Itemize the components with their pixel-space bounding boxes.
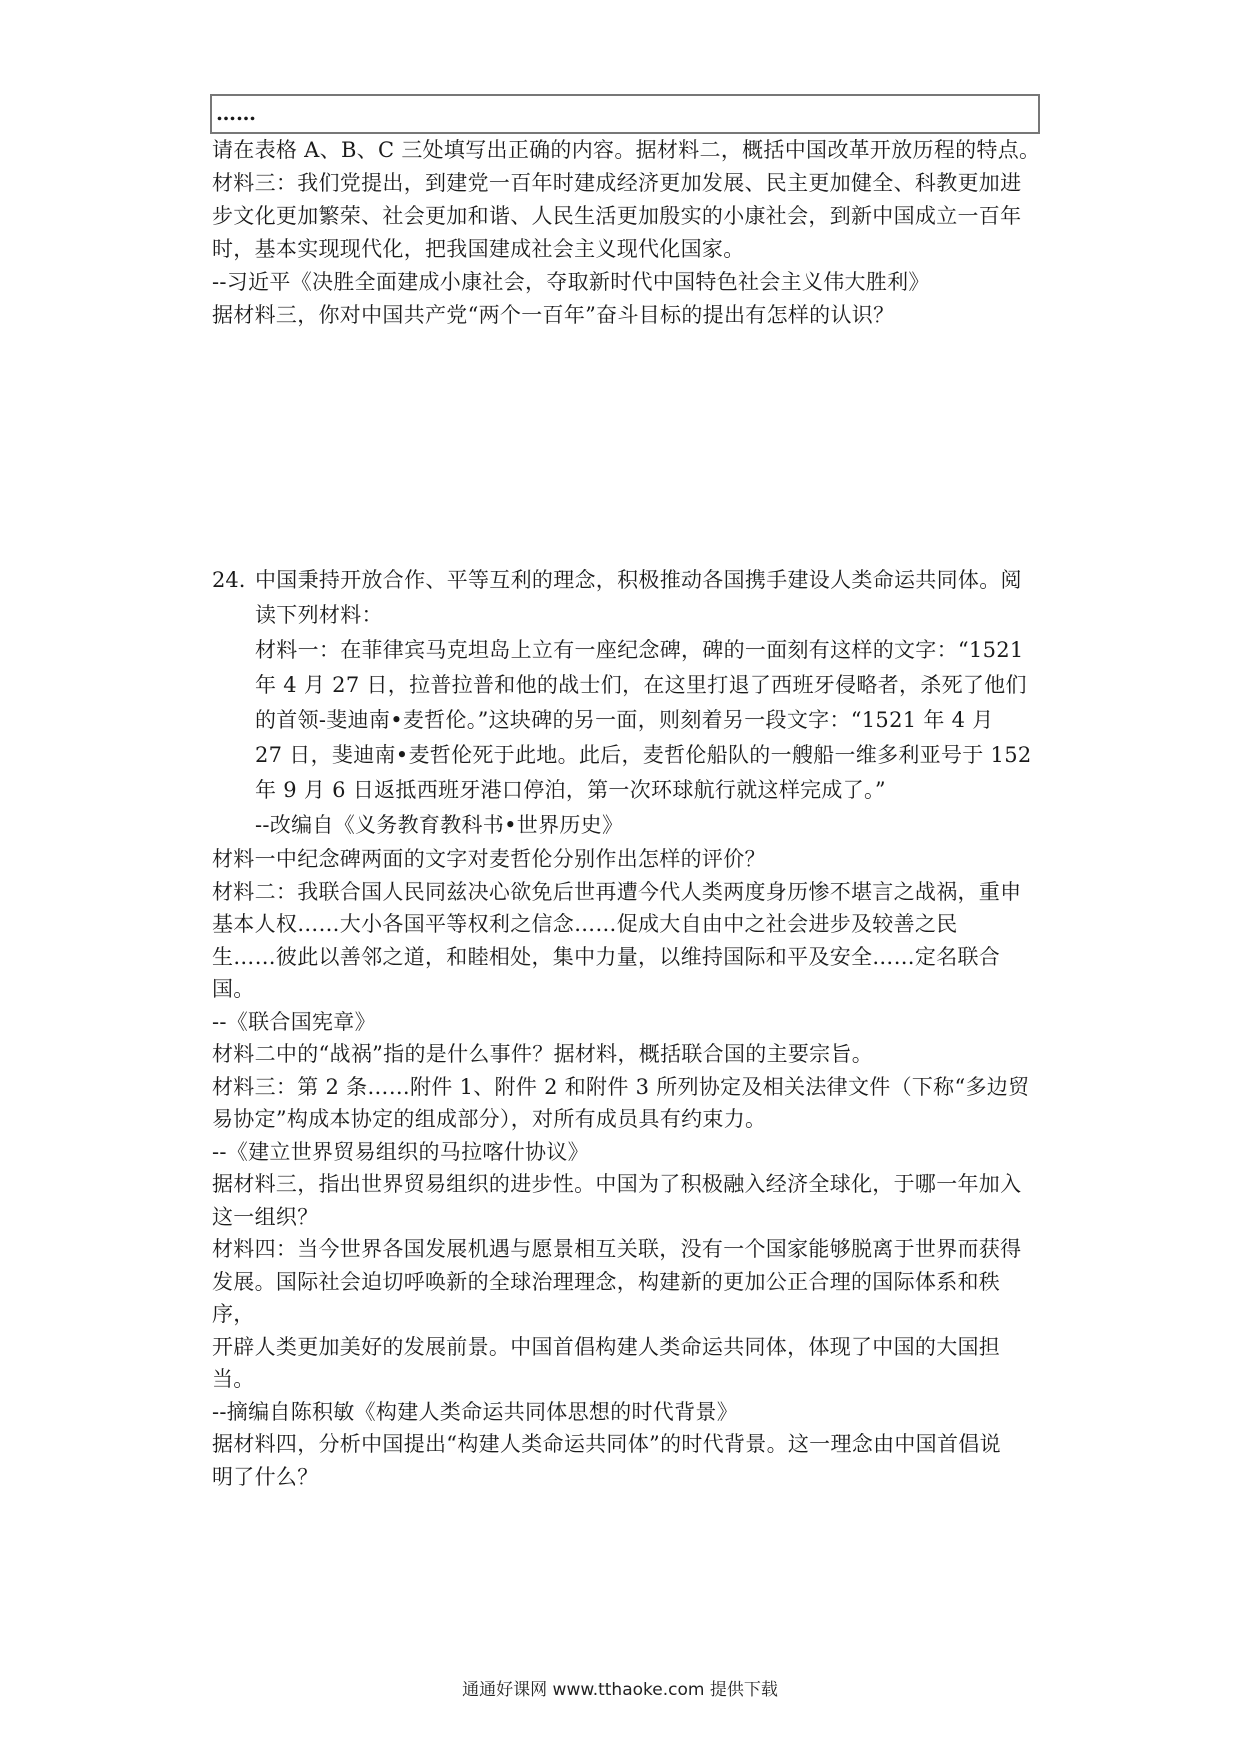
text-line: 开辟人类更加美好的发展前景。中国首倡构建人类命运共同体，体现了中国的大国担当。 — [212, 1334, 1001, 1391]
question-prompt: 据材料三，指出世界贸易组织的进步性。中国为了积极融入经济全球化，于哪一年加入 — [212, 1172, 1022, 1196]
page-footer: 通通好课网 www.tthaoke.com 提供下载 — [462, 1680, 778, 1700]
text-line: 材料三：第 2 条……附件 1、附件 2 和附件 3 所列协定及相关法律文件（下称“多边贸 — [212, 1074, 1030, 1099]
text-line: 材料一：在菲律宾马克坦岛上立有一座纪念碑，碑的一面刻有这样的文字：“1521 — [255, 638, 1024, 662]
source-citation: --《建立世界贸易组织的马拉喀什协议》 — [212, 1139, 589, 1164]
text-line: 材料三：我们党提出，到建党一百年时建成经济更加发展、民主更加健全、科教更加进 — [212, 171, 1022, 195]
text-line: 易协定”构成本协定的组成部分），对所有成员具有约束力。 — [212, 1107, 767, 1131]
source-citation: --摘编自陈积敏《构建人类命运共同体思想的时代背景》 — [212, 1399, 738, 1424]
text-line: 年 9 月 6 日返抵西班牙港口停泊，第一次环球航行就这样完成了。” — [255, 778, 886, 802]
source-citation: --改编自《义务教育教科书•世界历史》 — [255, 813, 624, 837]
text-line: 年 4 月 27 日，拉普拉普和他的战士们，在这里打退了西班牙侵略者，杀死了他们 — [255, 673, 1027, 697]
question-24-body — [212, 843, 1042, 1493]
question-prompt: 材料一中纪念碑两面的文字对麦哲伦分别作出怎样的评价？ — [212, 847, 766, 871]
text-line: 生……彼此以善邻之道，和睦相处，集中力量，以维持国际和平及安全……定名联合国。 — [212, 944, 1001, 1001]
question-number: 24. — [212, 568, 246, 592]
text-line: 材料二：我联合国人民同兹决心欲免后世再遭今代人类两度身历惨不堪言之战祸，重申 — [212, 879, 1022, 904]
table-last-row — [210, 94, 1040, 134]
text-line: 读下列材料： — [255, 603, 383, 627]
question-prompt: 明了什么？ — [212, 1464, 319, 1489]
source-citation: --习近平《决胜全面建成小康社会，夺取新时代中国特色社会主义伟大胜利》 — [212, 270, 930, 294]
section-material-three — [212, 134, 1042, 332]
source-citation: --《联合国宪章》 — [212, 1009, 376, 1034]
question-prompt: 材料二中的“战祸”指的是什么事件？据材料，概括联合国的主要宗旨。 — [212, 1042, 874, 1066]
question-prompt: 据材料三，你对中国共产党“两个一百年”奋斗目标的提出有怎样的认识？ — [212, 303, 895, 327]
text-line: 步文化更加繁荣、社会更加和谐、人民生活更加殷实的小康社会，到新中国成立一百年 — [212, 204, 1022, 228]
table-ellipsis: …… — [216, 101, 256, 125]
text-line: 发展。国际社会迫切呼唤新的全球治理理念，构建新的更加公正合理的国际体系和秩序， — [212, 1269, 1001, 1326]
question-prompt: 据材料四，分析中国提出“构建人类命运共同体”的时代背景。这一理念由中国首倡说 — [212, 1432, 1001, 1456]
question-24-intro — [255, 563, 1045, 843]
text-line: 请在表格 A、B、C 三处填写出正确的内容。据材料二，概括中国改革开放历程的特点。 — [212, 138, 1041, 162]
text-line: 的首领-斐迪南•麦哲伦。”这块碑的另一面，则刻着另一段文字：“1521 年 4 月 — [255, 708, 994, 732]
text-line: 材料四：当今世界各国发展机遇与愿景相互关联，没有一个国家能够脱离于世界而获得 — [212, 1237, 1022, 1261]
text-line: 中国秉持开放合作、平等互利的理念，积极推动各国携手建设人类命运共同体。阅 — [255, 568, 1022, 592]
text-line: 基本人权……大小各国平等权利之信念……促成大自由中之社会进步及较善之民 — [212, 912, 958, 936]
text-line: 27 日，斐迪南•麦哲伦死于此地。此后，麦哲伦船队的一艘船一维多利亚号于 152 — [255, 743, 1032, 767]
text-line: 时，基本实现现代化，把我国建成社会主义现代化国家。 — [212, 237, 745, 261]
question-prompt: 这一组织？ — [212, 1204, 319, 1229]
